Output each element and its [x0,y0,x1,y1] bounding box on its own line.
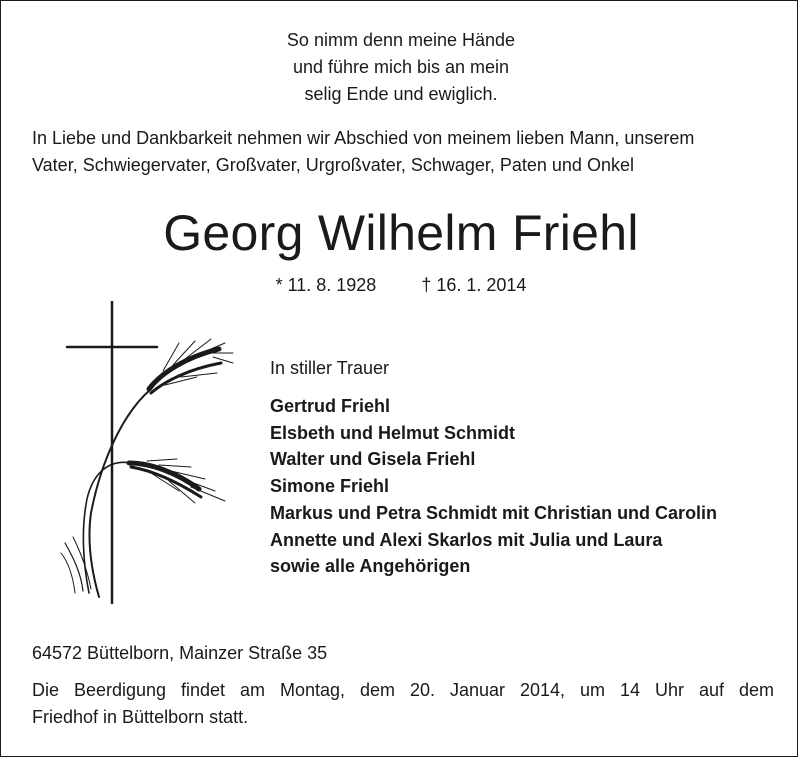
verse-line: selig Ende und ewiglich. [304,84,498,104]
mourning-label: In stiller Trauer [270,358,390,378]
intro-line: In Liebe und Dankbarkeit nehmen wir Abschied von meinem lieben Mann, unserem [32,128,695,148]
verse-line: So nimm denn meine Hände [286,30,516,50]
mourner-name: Elsbeth und Helmut Schmidt [270,422,516,443]
funeral-line: Die Beerdigung findet am Montag, dem 20. Januar 2014, um 14 Uhr auf dem [32,680,774,700]
mourners-list [270,393,717,580]
death-date: † 16. 1. 2014 [421,275,527,295]
mourner-name: Markus und Petra Schmidt mit Christian und Carolin [270,502,718,523]
mourner-name: Walter und Gisela Friehl [270,449,476,470]
bible-verse [1,27,800,108]
intro-text [32,125,772,179]
address: 64572 Büttelborn, Mainzer Straße 35 [32,643,328,663]
funeral-line: Friedhof in Büttelborn statt. [32,707,249,727]
deceased-name: Georg Wilhelm Friehl [163,205,639,261]
life-dates [1,273,800,297]
birth-date: * 11. 8. 1928 [275,275,377,295]
verse-line: und führe mich bis an mein [292,57,510,77]
mourner-name: Annette und Alexi Skarlos mit Julia und Laura [270,529,663,550]
mourner-name: Simone Friehl [270,476,390,497]
intro-line: Vater, Schwiegervater, Großvater, Urgroßvater, Schwager, Paten und Onkel [32,155,634,175]
funeral-notice [32,677,774,731]
mourner-name: Gertrud Friehl [270,396,391,416]
mourner-name: sowie alle Angehörigen [270,556,471,577]
cross-with-wheat-icon [51,301,251,611]
